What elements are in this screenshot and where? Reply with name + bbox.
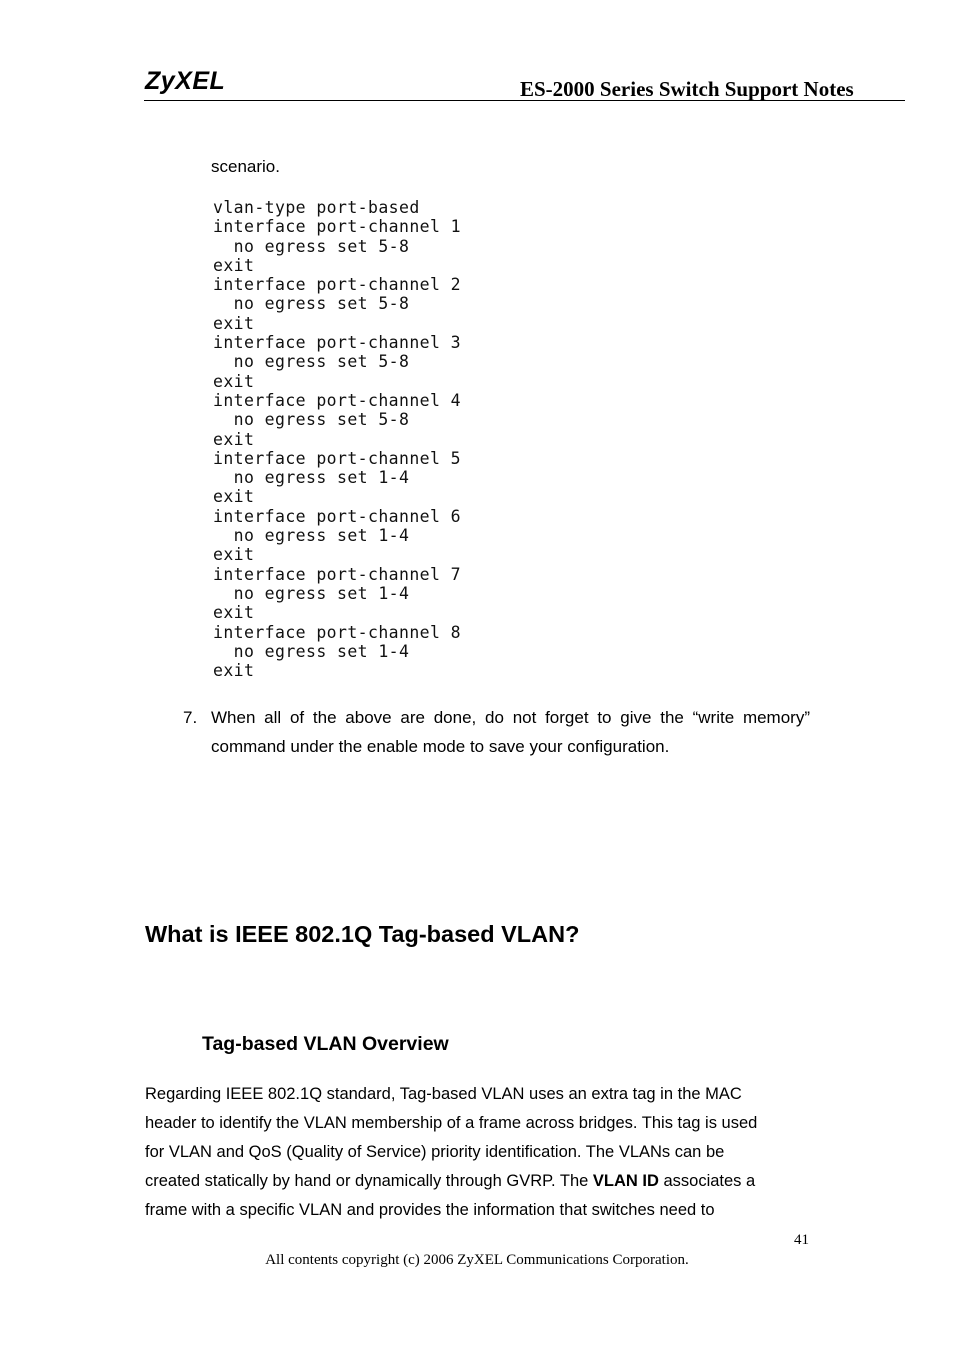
code-line: exit: [213, 313, 255, 333]
paragraph-line: for VLAN and QoS (Quality of Service) priority identification. The VLANs can be: [145, 1142, 725, 1161]
code-line: exit: [213, 371, 255, 391]
zyxel-logo: ZyXEL: [145, 67, 226, 95]
code-line: interface port-channel 1: [213, 217, 462, 237]
code-line: interface port-channel 2: [213, 275, 462, 295]
document-title: ES-2000 Series Switch Support Notes: [520, 77, 854, 101]
scenario-text: scenario.: [211, 157, 280, 176]
section-heading: What is IEEE 802.1Q Tag-based VLAN?: [145, 921, 580, 947]
code-line: no egress set 1-4: [213, 526, 410, 546]
code-line: exit: [213, 255, 255, 275]
code-line: vlan-type port-based: [213, 198, 420, 217]
code-line: interface port-channel 7: [213, 564, 462, 584]
cli-code-block: [213, 198, 461, 680]
page-number: 41: [794, 1232, 809, 1248]
vlan-id-term: VLAN ID: [592, 1171, 659, 1190]
overview-paragraph: [145, 1080, 815, 1225]
paragraph-line: Regarding IEEE 802.1Q standard, Tag-based VLAN uses an extra tag in the MAC: [145, 1085, 742, 1103]
code-line: no egress set 1-4: [213, 468, 410, 488]
code-line: exit: [213, 603, 255, 623]
code-line: interface port-channel 3: [213, 333, 462, 353]
paragraph-text: created statically by hand or dynamically through GVRP. The: [145, 1171, 593, 1190]
code-line: no egress set 1-4: [213, 583, 410, 603]
step-number: 7.: [183, 708, 198, 727]
paragraph-text: associates a: [658, 1171, 756, 1190]
code-line: no egress set 5-8: [213, 236, 410, 256]
code-line: exit: [213, 545, 255, 565]
code-line: interface port-channel 8: [213, 622, 462, 642]
subsection-heading: Tag-based VLAN Overview: [202, 1033, 449, 1055]
paragraph-line: frame with a specific VLAN and provides the information that switches need to: [145, 1200, 715, 1219]
code-line: interface port-channel 4: [213, 390, 462, 410]
step-item: [183, 703, 810, 761]
copyright-footer: All contents copyright (c) 2006 ZyXEL Communications Corporation.: [265, 1252, 689, 1268]
code-line: exit: [213, 429, 255, 449]
code-line: interface port-channel 5: [213, 448, 462, 468]
code-line: interface port-channel 6: [213, 506, 462, 526]
paragraph-line: [145, 1167, 815, 1196]
header-rule: [144, 100, 905, 101]
code-line: exit: [213, 661, 255, 681]
paragraph-line: header to identify the VLAN membership of a frame across bridges. This tag is used: [145, 1113, 758, 1132]
code-line: no egress set 5-8: [213, 294, 410, 314]
code-line: no egress set 5-8: [213, 352, 410, 372]
code-line: no egress set 1-4: [213, 641, 410, 661]
step-text: When all of the above are done, do not forget to give the “write memory” command under the enable mode to save your configuration.: [211, 708, 810, 756]
code-line: no egress set 5-8: [213, 410, 410, 430]
code-line: exit: [213, 487, 255, 507]
